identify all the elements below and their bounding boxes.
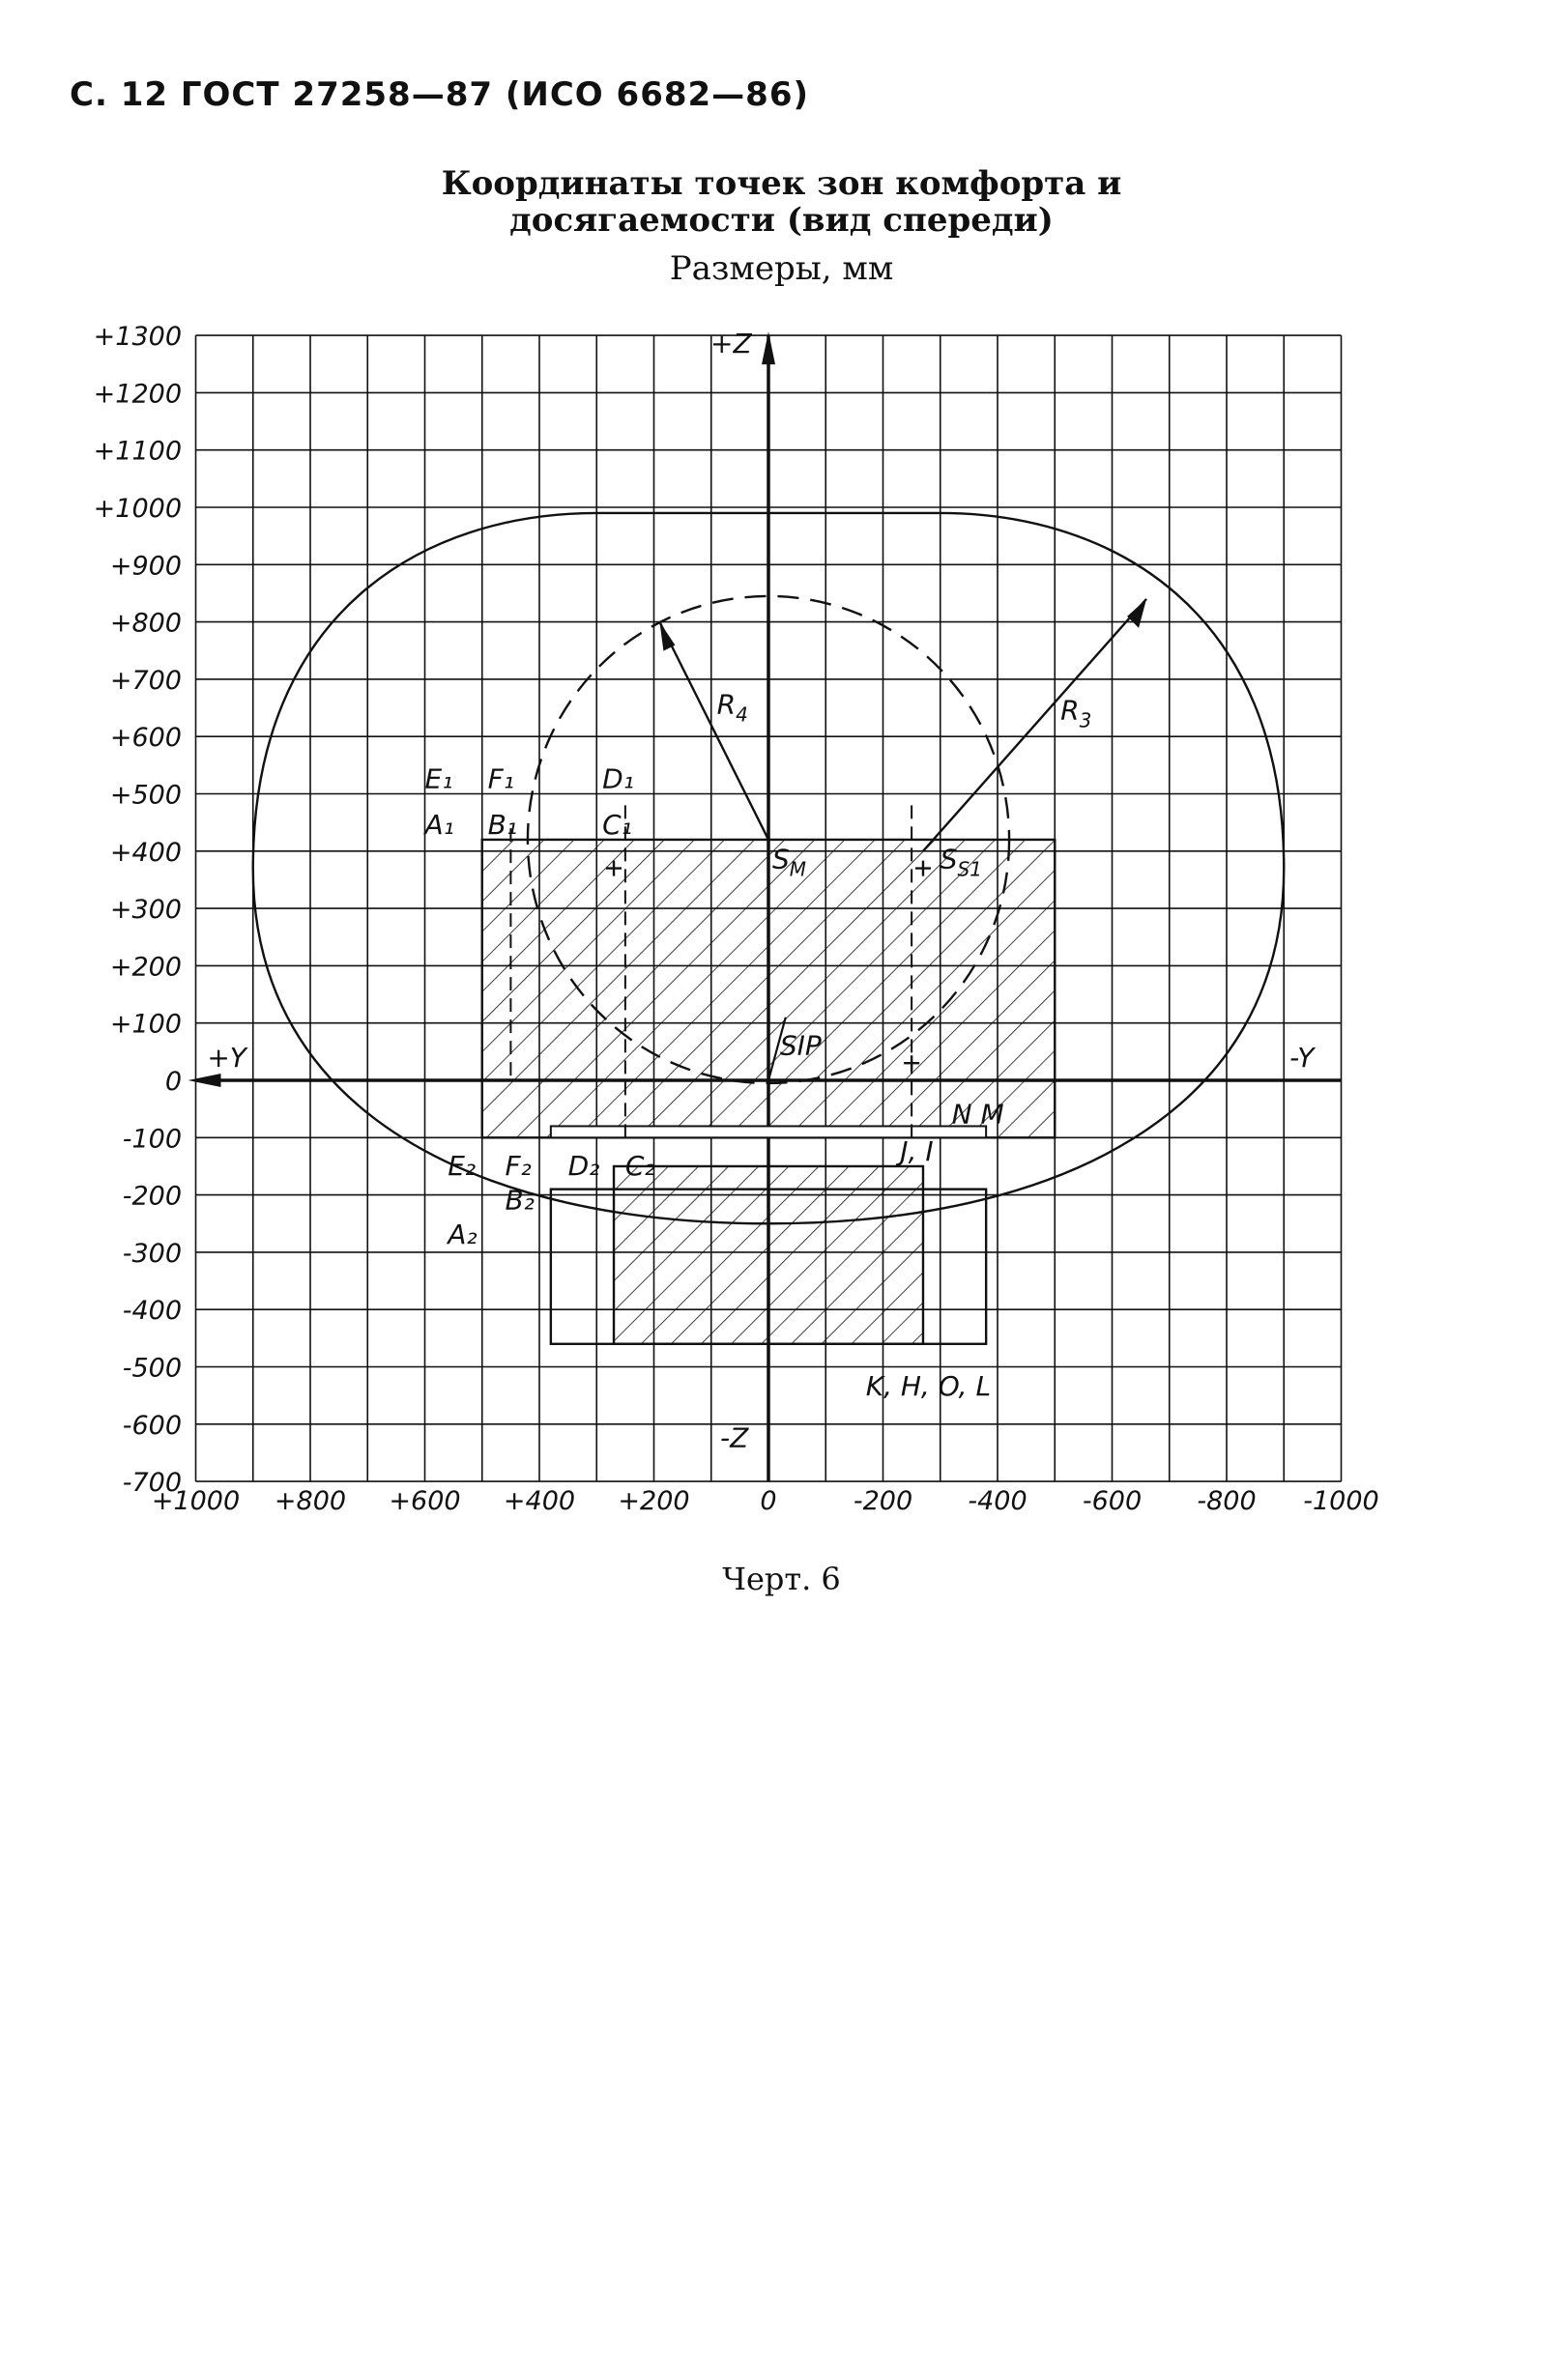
z-tick-label: +1300 [93, 322, 182, 353]
y-tick-label: +200 [618, 1486, 690, 1516]
y-tick-label: -800 [1197, 1486, 1257, 1516]
y-tick-label: +600 [389, 1486, 461, 1516]
z-tick-label: -400 [122, 1296, 182, 1327]
point-b2: B₂ [505, 1184, 535, 1217]
z-tick-label: +500 [109, 780, 182, 811]
y-axis-arrow [188, 1074, 221, 1087]
y-tick-label: -400 [968, 1486, 1028, 1516]
y-tick-label: -1000 [1303, 1486, 1379, 1516]
y-tick-label: -600 [1082, 1486, 1143, 1516]
point-a1: A₁ [424, 809, 454, 842]
point-ss1: $S_{S1}$ [940, 843, 982, 881]
z-tick-label: -300 [122, 1238, 182, 1269]
z-tick-label: 0 [164, 1067, 182, 1097]
axis-label-plus-y: +Y [207, 1042, 246, 1074]
z-tick-label: +900 [109, 551, 182, 582]
point-ji: J, I [900, 1135, 934, 1168]
point-sm: $S_M$ [772, 843, 807, 881]
document-header: С. 12 ГОСТ 27258—87 (ИСО 6682—86) [70, 75, 810, 114]
y-tick-label: 0 [760, 1486, 777, 1516]
point-nm: N M [951, 1098, 1004, 1131]
point-d2: D₂ [567, 1149, 600, 1182]
z-tick-label: -200 [122, 1181, 182, 1212]
z-tick-label: -500 [122, 1353, 182, 1384]
axis-label-plus-z: +Z [710, 327, 752, 359]
point-c1: C₁ [602, 809, 632, 842]
y-tick-label: +800 [274, 1486, 347, 1516]
axis-label-minus-y: -Y [1289, 1042, 1315, 1074]
point-d1: D₁ [602, 762, 634, 795]
z-tick-label: +700 [109, 665, 182, 696]
z-tick-label: +300 [109, 895, 182, 926]
r3-arrowhead [1127, 599, 1146, 628]
z-tick-label: -100 [122, 1124, 182, 1155]
point-e1: E₁ [424, 762, 453, 795]
point-f1: F₁ [487, 762, 515, 795]
z-tick-label: +400 [109, 837, 182, 868]
z-tick-label: +200 [109, 952, 182, 983]
z-tick-label: +1100 [93, 436, 182, 467]
point-a2: A₂ [448, 1219, 478, 1251]
z-tick-label: +800 [109, 608, 182, 639]
z-tick-label: +1200 [93, 379, 182, 410]
point-b1: B₁ [487, 809, 518, 842]
point-e2: E₂ [448, 1149, 477, 1182]
upper-comfort-zone [482, 840, 1056, 1137]
label-r4: $R_4$ [716, 688, 748, 727]
z-tick-label: +1000 [93, 494, 182, 524]
chart-title-line-2: досягаемости (вид спереди) [509, 201, 1054, 240]
z-axis-arrow [762, 331, 775, 364]
axis-label-minus-z: -Z [720, 1421, 749, 1454]
z-tick-label: +600 [109, 723, 182, 754]
units-label: Размеры, мм [669, 249, 894, 288]
y-tick-label: +400 [503, 1486, 576, 1516]
point-c2: C₂ [624, 1149, 655, 1182]
y-tick-label: -200 [853, 1486, 913, 1516]
z-tick-label: -600 [122, 1410, 182, 1441]
z-tick-label: +100 [109, 1009, 182, 1040]
lower-comfort-zone [614, 1166, 923, 1344]
point-f2: F₂ [505, 1149, 532, 1182]
radius-r4 [659, 622, 768, 840]
radius-r3 [923, 599, 1146, 851]
point-khol: K, H, O, L [865, 1370, 992, 1403]
figure-caption: Черт. 6 [722, 1561, 841, 1597]
label-r3: $R_3$ [1060, 694, 1092, 732]
point-sip: SIP [779, 1029, 822, 1062]
z-tick-label: -700 [122, 1468, 182, 1499]
chart-title-line-1: Координаты точек зон комфорта и [441, 164, 1122, 203]
y-tick-label: +1000 [151, 1486, 241, 1516]
